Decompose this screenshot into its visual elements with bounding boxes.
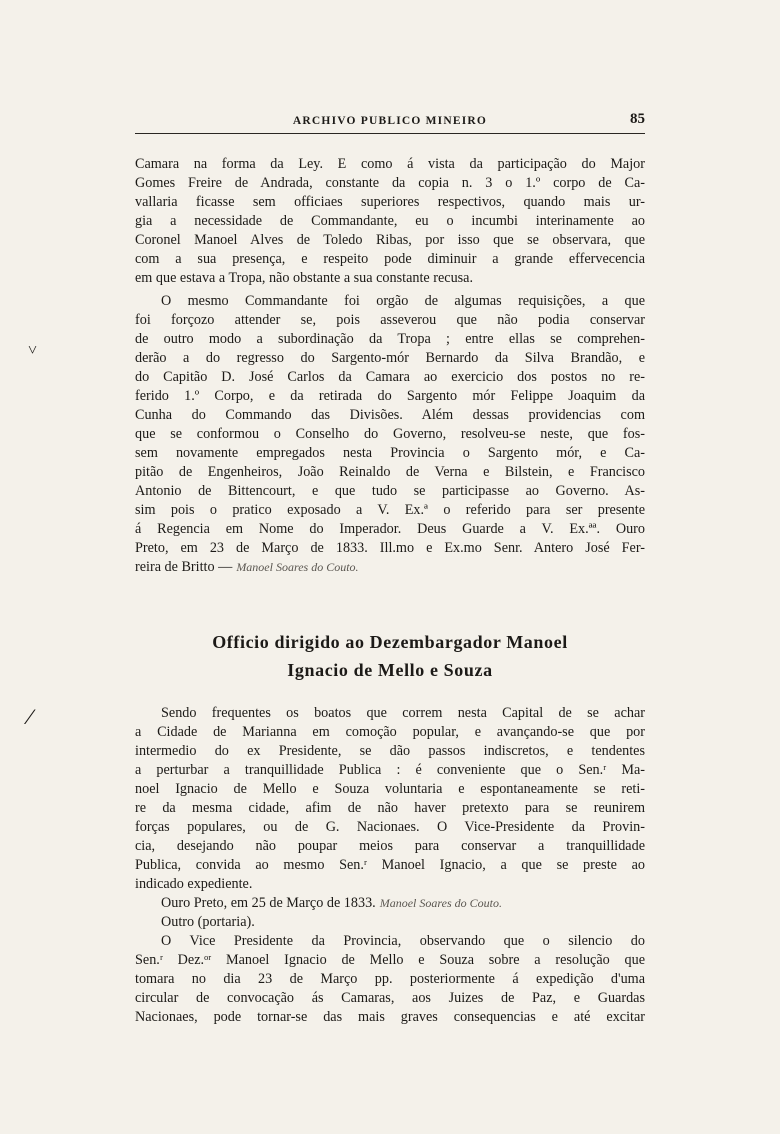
text-line: Camara na forma da Ley. E como á vista da participação do Major: [135, 156, 645, 172]
text-line: Preto, em 23 de Março de 1833. Ill.mo e Ex.mo Senr. Antero José Fer-: [135, 540, 645, 556]
section-heading: [135, 628, 645, 684]
text-line: sem novamente empregados nesta Provincia o Sargento mór, e Ca-: [135, 445, 645, 461]
margin-mark-icon: ˅: [28, 342, 38, 359]
text-line: vallaria ficasse sem officiaes superiores respectivos, quando mais ur-: [135, 194, 645, 210]
text-line: Outro (portaria).: [161, 914, 255, 930]
text-line: sim pois o pratico exposado a V. Ex.ª o referido para ser presente: [135, 502, 645, 518]
text-line: Sen.ʳ Dez.ᵒʳ Manoel Ignacio de Mello e Souza sobre a resolução que: [135, 952, 645, 968]
text-line: gia a necessidade de Commandante, eu o incumbi interinamente ao: [135, 213, 645, 229]
text-line: [135, 558, 645, 577]
running-title: ARCHIVO PUBLICO MINEIRO: [292, 115, 488, 127]
text-line: á Regencia em Nome do Imperador. Deus Guarde a V. Ex.ªª. Ouro: [135, 521, 645, 537]
text-line: re da mesma cidade, afim de não haver pretexto para se reunirem: [135, 800, 645, 816]
text-line: Sendo frequentes os boatos que correm nesta Capital de se achar: [161, 705, 645, 721]
text-line: [135, 894, 645, 913]
margin-mark-icon: ⁄: [28, 704, 32, 729]
section-1-paragraph-1: [135, 155, 645, 288]
section-1-paragraph-2: [135, 292, 645, 577]
closing-text: reira de Britto —: [135, 559, 233, 575]
text-line: cia, desejando não poupar meios para conservar a tranquillidade: [135, 838, 645, 854]
text-line: tomara no dia 23 de Março pp. posteriormente á expedição d'uma: [135, 971, 645, 987]
text-line: de outro modo a subordinação da Tropa ; entre ellas se comprehen-: [135, 331, 645, 347]
section-2-paragraph-1: [135, 704, 645, 1027]
heading-line-1: Officio dirigido ao Dezembargador Manoel: [212, 632, 568, 652]
text-line: Antonio de Bittencourt, e que tudo se participasse ao Governo. As-: [135, 483, 645, 499]
text-line: Gomes Freire de Andrada, constante da copia n. 3 o 1.º corpo de Ca-: [135, 175, 645, 191]
text-line: ferido 1.º Corpo, e da retirada do Sargento mór Felippe Joaquim da: [135, 388, 645, 404]
text-line: a perturbar a tranquillidade Publica : é conveniente que o Sen.ʳ Ma-: [135, 762, 645, 778]
date-line: Ouro Preto, em 25 de Março de 1833.: [161, 895, 376, 911]
signature: Manoel Soares do Couto.: [236, 560, 359, 574]
signature: Manoel Soares do Couto.: [379, 896, 502, 910]
text-line: forças populares, ou de G. Nacionaes. O Vice-Presidente da Provin-: [135, 819, 645, 835]
text-line: a Cidade de Marianna em comoção popular, e avançando-se que por: [135, 724, 645, 740]
page-number: 85: [630, 111, 645, 127]
text-line: Publica, convida ao mesmo Sen.ʳ Manoel Ignacio, a que se preste ao: [135, 857, 645, 873]
text-line: pitão de Engenheiros, João Reinaldo de Verna e Bilstein, e Francisco: [135, 464, 645, 480]
text-line: que se conformou o Conselho do Governo, resolveu-se neste, que fos-: [135, 426, 645, 442]
running-header: [135, 113, 645, 134]
text-line: derão a do regresso do Sargento-mór Bernardo da Silva Brandão, e: [135, 350, 645, 366]
text-line: foi forçozo attender se, pois asseverou que não podia conservar: [135, 312, 645, 328]
text-line: noel Ignacio de Mello e Souza voluntaria e espontaneamente se reti-: [135, 781, 645, 797]
text-line: em que estava a Tropa, não obstante a sua constante recusa.: [135, 270, 474, 286]
text-line: do Capitão D. José Carlos da Camara ao exercicio dos postos no re-: [135, 369, 645, 385]
text-line: indicado expediente.: [135, 876, 253, 892]
text-line: O mesmo Commandante foi orgão de algumas requisições, a que: [161, 293, 645, 309]
text-line: Nacionaes, pode tornar-se das mais graves consequencias e até excitar: [135, 1009, 645, 1025]
text-line: Coronel Manoel Alves de Toledo Ribas, por isso que se observara, que: [135, 232, 645, 248]
text-line: intermedio do ex Presidente, se dão passos indiscretos, e tendentes: [135, 743, 645, 759]
text-line: Cunha do Commando das Divisões. Além dessas providencias com: [135, 407, 645, 423]
text-line: circular de convocação ás Camaras, aos Juizes de Paz, e Guardas: [135, 990, 645, 1006]
heading-line-2: Ignacio de Mello e Souza: [287, 660, 493, 680]
text-line: O Vice Presidente da Provincia, observando que o silencio do: [161, 933, 645, 949]
text-line: com a sua presença, e respeito pode diminuir a grande effervecencia: [135, 251, 645, 267]
